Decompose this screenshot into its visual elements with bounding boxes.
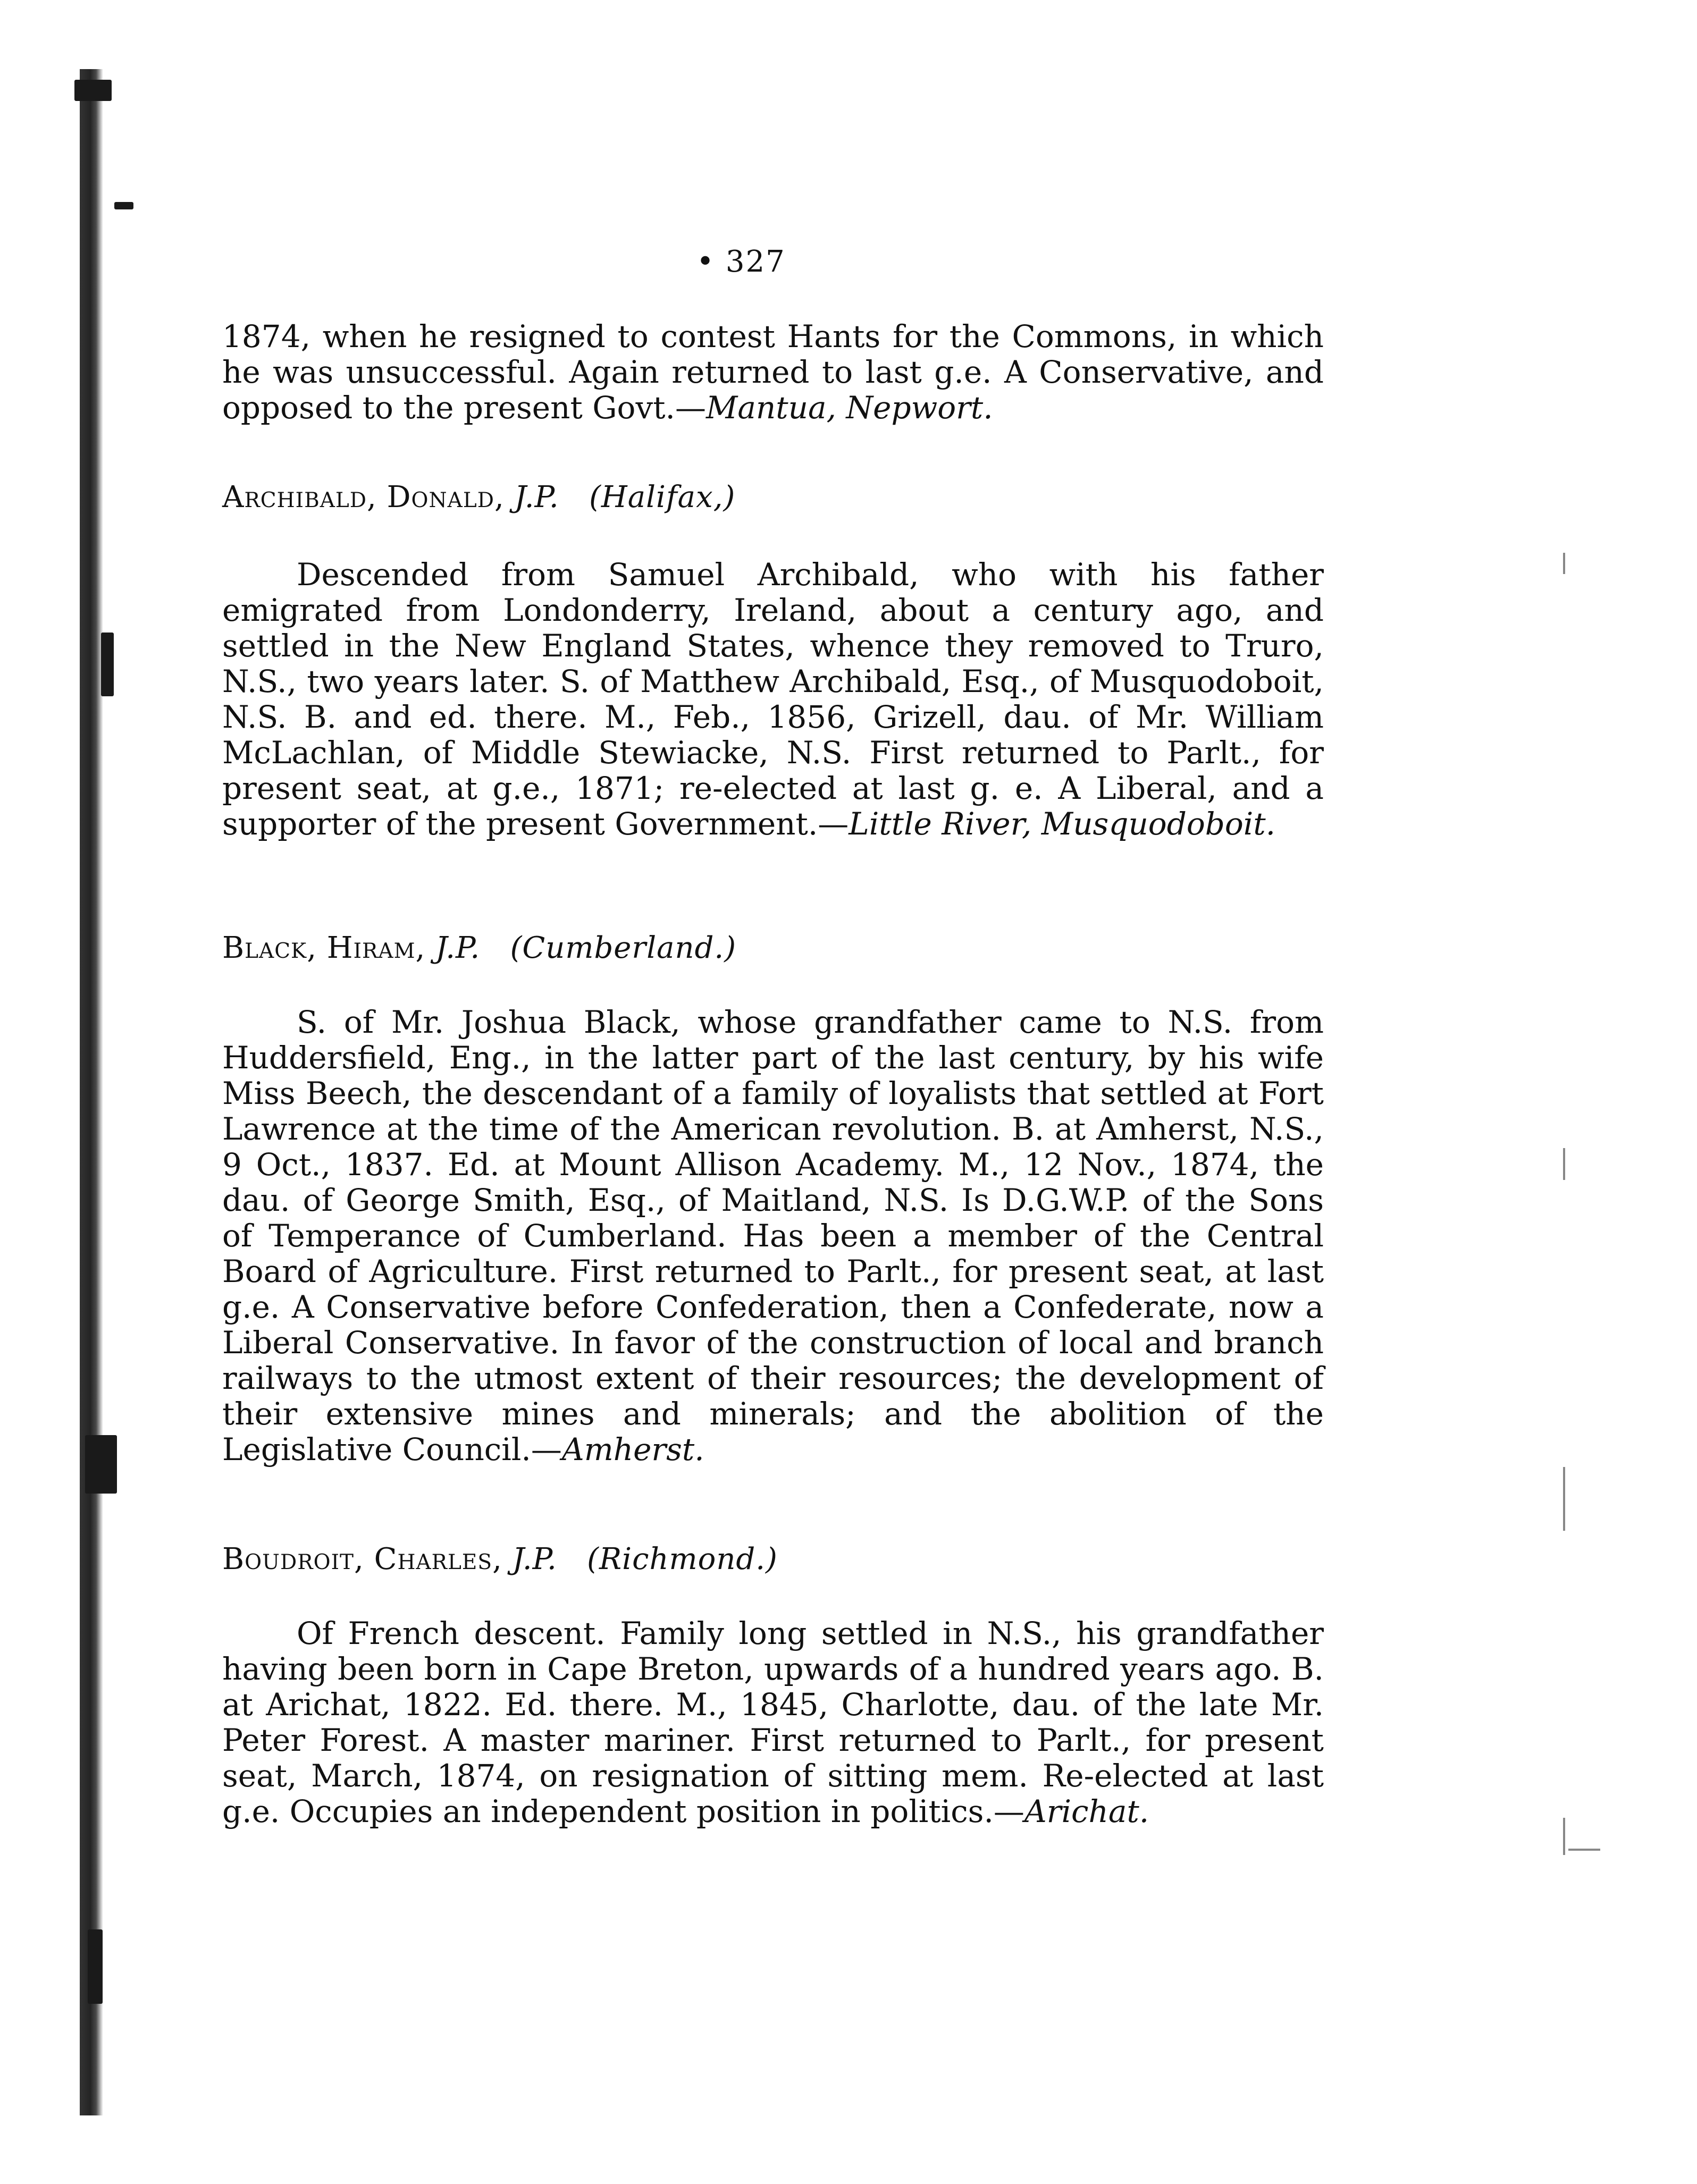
continuation-text: 1874, when he resigned to contest Hants for the Commons, in which he was unsuccessful. Again returned to last g.e. A Conservative, and opposed to the present Govt.—: [222, 318, 1324, 426]
binding-shadow: [80, 69, 103, 2115]
entry-name: Black, Hiram,: [222, 931, 426, 965]
entry-body: [222, 1616, 1324, 1829]
binding-fleck: [88, 1929, 103, 2004]
binding-fleck: [85, 1435, 117, 1494]
binding-fleck: [74, 80, 112, 101]
page-number-dot: •: [696, 244, 726, 279]
entry-body-text: Of French descent. Family long settled in N.S., his grandfather having been born in Cape Breton, upwards of a hundred years ago. B. at Arichat, 1822. Ed. there. M., 1845, Charlotte, dau. of the late Mr. Peter Forest. A master mariner. First returned to Parlt., for present seat, March, 1874, on resignation of sitting mem. Re-elected at last g.e. Occupies an independent position in politics.—: [222, 1615, 1324, 1829]
entry-title: J.P.: [435, 931, 481, 965]
margin-mark: [1568, 1849, 1600, 1851]
entry-constituency: (Cumberland.): [510, 931, 737, 965]
entry-heading: [222, 930, 1324, 966]
continuation-paragraph: [222, 319, 1324, 426]
entry-constituency: (Halifax,): [589, 480, 736, 515]
margin-mark: [1563, 1467, 1565, 1531]
page-number-text: 327: [725, 244, 786, 279]
margin-mark: [1563, 1818, 1565, 1855]
entry-name: Boudroit, Charles,: [222, 1542, 502, 1576]
binding-fleck: [114, 202, 133, 209]
margin-mark: [1563, 1148, 1565, 1180]
entry-heading: [222, 479, 1324, 515]
binding-fleck: [101, 633, 114, 696]
entry-body: [222, 557, 1324, 842]
entry-title: J.P.: [512, 1542, 557, 1576]
entry-places: Amherst.: [561, 1431, 704, 1468]
page-number: [696, 244, 803, 279]
entry-heading: [222, 1541, 1324, 1577]
entry-places: Arichat.: [1024, 1793, 1149, 1829]
entry-body-text: Descended from Samuel Archibald, who with his father emigrated from Londonderry, Ireland, about a century ago, and settled in the New England States, whence they removed to Truro, N.S., two years later. S. of Matthew Archibald, Esq., of Musquodoboit, N.S. B. and ed. there. M., Feb., 1856, Grizell, dau. of Mr. William McLachlan, of Middle Stewiacke, N.S. First returned to Parlt., for present seat, at g.e., 1871; re-elected at last g. e. A Liberal, and a supporter of the present Government.—: [222, 556, 1324, 842]
entry-name: Archibald, Donald,: [222, 480, 505, 515]
entry-constituency: (Richmond.): [587, 1542, 778, 1576]
continuation-places: Mantua, Nepwort.: [705, 390, 993, 426]
entry-places: Little River, Musquodoboit.: [848, 806, 1276, 842]
margin-mark: [1563, 553, 1565, 574]
entry-body: [222, 1005, 1324, 1468]
entry-title: J.P.: [514, 480, 559, 515]
entry-body-text: S. of Mr. Joshua Black, whose grandfather came to N.S. from Huddersfield, Eng., in the latter part of the last century, by his wife Miss Beech, the descendant of a family of loyalists that settled at Fort Lawrence at the time of the American revolution. B. at Amherst, N.S., 9 Oct., 1837. Ed. at Mount Allison Academy. M., 12 Nov., 1874, the dau. of George Smith, Esq., of Maitland, N.S. Is D.G.W.P. of the Sons of Temperance of Cumberland. Has been a member of the Central Board of Agriculture. First returned to Parlt., for present seat, at last g.e. A Conservative before Confederation, then a Confederate, now a Liberal Conservative. In favor of the construction of local and branch railways to the utmost extent of their resources; the development of their extensive mines and minerals; and the abolition of the Legislative Council.—: [222, 1004, 1324, 1468]
